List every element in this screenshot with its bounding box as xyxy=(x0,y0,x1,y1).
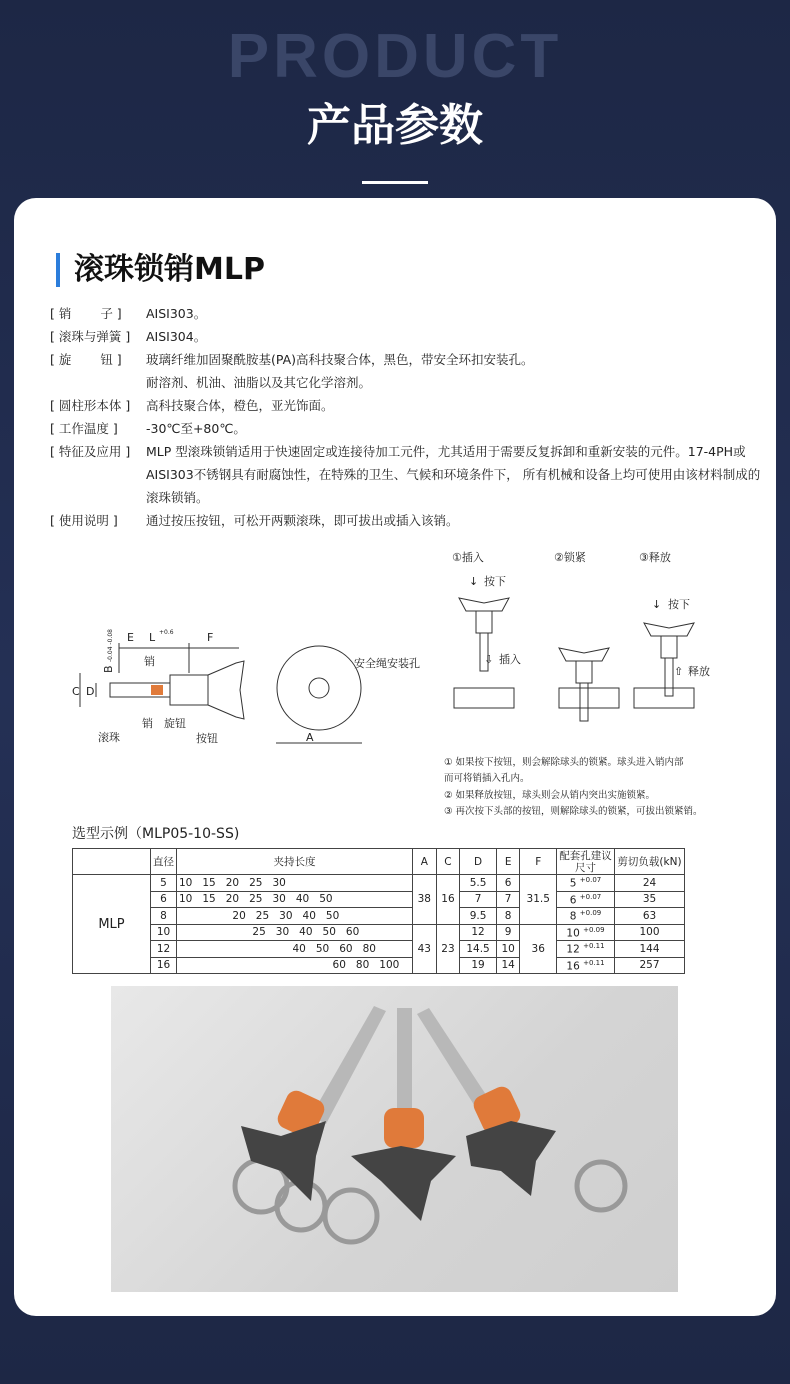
label-press-1: 按下 xyxy=(484,575,506,588)
D-cell: 9.5 xyxy=(460,908,497,925)
header-A: A xyxy=(413,849,437,875)
arrow-down-icon: ↓ xyxy=(469,575,479,588)
label-C: C xyxy=(72,685,80,698)
label-button: 按钮 xyxy=(196,732,218,745)
header-blank xyxy=(73,849,151,875)
table-row xyxy=(73,908,685,925)
load-cell: 35 xyxy=(615,891,685,908)
label-ball: 滚珠 xyxy=(98,731,120,744)
header-hole: 配套孔建议尺寸 xyxy=(557,849,615,875)
label-release: 释放 xyxy=(688,665,710,678)
label-insert: 插入 xyxy=(499,653,521,666)
note-3: ③ 再次按下头部的按钮，则解除球头的锁紧，可拔出锁紧销。 xyxy=(444,806,703,817)
spec-value: -30℃至+80℃。 xyxy=(146,421,246,436)
spec-value: 耐溶剂、机油、油脂以及其它化学溶剂。 xyxy=(146,375,372,390)
header-load: 剪切负载(kN) xyxy=(615,849,685,875)
A-cell: 38 xyxy=(413,875,437,925)
spec-row xyxy=(50,417,766,440)
spec-value: 高科技聚合体，橙色，亚光饰面。 xyxy=(146,398,334,413)
D-cell: 5.5 xyxy=(460,875,497,892)
diameter-cell: 8 xyxy=(151,908,177,925)
diameter-cell: 12 xyxy=(151,941,177,958)
label-L-tol: +0.6 xyxy=(159,629,174,636)
table-row xyxy=(73,891,685,908)
clamp-length-cell: 25 30 40 50 60 xyxy=(177,924,413,941)
A-cell: 43 xyxy=(413,924,437,974)
clamp-length-cell: 10 15 20 25 30 xyxy=(177,875,413,892)
content-card xyxy=(14,198,776,1316)
ball-lock-pins-image xyxy=(111,986,678,1292)
note-1b: 而可将销插入孔内。 xyxy=(444,773,530,784)
E-cell: 6 xyxy=(496,875,520,892)
hole-cell xyxy=(557,924,615,941)
hole-size: 16 xyxy=(566,960,580,972)
C-cell: 16 xyxy=(436,875,460,925)
clamp-length-cell: 20 25 30 40 50 xyxy=(177,908,413,925)
hole-tolerance: +0.09 xyxy=(583,925,605,934)
load-cell: 257 xyxy=(615,957,685,974)
header-clamp-length: 夹持长度 xyxy=(177,849,413,875)
hole-cell xyxy=(557,891,615,908)
hole-cell xyxy=(557,908,615,925)
step-insert: ①插入 xyxy=(452,551,484,564)
hole-size: 12 xyxy=(566,943,580,956)
spec-label: [ 旋 钮 ] xyxy=(50,352,122,367)
label-E: E xyxy=(127,631,134,644)
spec-row xyxy=(50,394,766,417)
clamp-length-cell: 10 15 20 25 30 40 50 xyxy=(177,891,413,908)
table-row xyxy=(73,924,685,941)
load-cell: 144 xyxy=(615,941,685,958)
spec-value: 通过按压按钮，可松开两颗滚珠，即可拔出或插入该销。 xyxy=(146,513,459,528)
clamp-length-cell: 60 80 100 xyxy=(177,957,413,974)
table-row xyxy=(73,941,685,958)
spec-value: 玻璃纤维加固聚酰胺基(PA)高科技聚合体，黑色，带安全环扣安装孔。 xyxy=(146,352,534,367)
D-cell: 12 xyxy=(460,924,497,941)
label-F: F xyxy=(207,631,214,644)
spec-row xyxy=(50,509,766,532)
arrow-down-icon: ⇩ xyxy=(484,653,494,666)
arrow-down-icon: ↓ xyxy=(652,598,662,611)
diameter-cell: 5 xyxy=(151,875,177,892)
note-2: ② 如果释放按钮，球头则会从销内突出实施锁紧。 xyxy=(444,790,656,801)
page-title: 产品参数 xyxy=(307,100,483,151)
hole-size: 8 xyxy=(569,910,577,923)
spec-row xyxy=(50,325,766,348)
hole-size: 5 xyxy=(569,877,577,890)
diameter-cell: 16 xyxy=(151,957,177,974)
table-row xyxy=(73,957,685,974)
hole-tolerance: +0.07 xyxy=(579,892,602,901)
hole-tolerance: +0.07 xyxy=(579,876,602,884)
spec-row xyxy=(50,302,766,325)
spec-value: AISI303。 xyxy=(146,306,207,321)
label-safety-hole: 安全绳安装孔 xyxy=(354,657,420,670)
label-knob: 旋钮 xyxy=(164,717,186,730)
load-cell: 24 xyxy=(615,875,685,892)
load-cell: 63 xyxy=(615,908,685,925)
label-pin-2: 销 xyxy=(142,717,153,730)
spec-value: MLP 型滚珠锁销适用于快速固定或连接待加工元件，尤其适用于需要反复拆卸和重新安装的元件。17-4PH或AISI303不锈钢具有耐腐蚀性，在特殊的卫生、气候和环境条件下， 所有机械和设备上均可使用由该材料制成的滚珠锁销。 xyxy=(146,444,761,505)
spec-label: [ 使用说明 ] xyxy=(50,513,118,528)
diameter-cell: 6 xyxy=(151,891,177,908)
E-cell: 10 xyxy=(496,941,520,958)
table-row xyxy=(73,875,685,892)
E-cell: 9 xyxy=(496,924,520,941)
label-B: B xyxy=(102,665,115,673)
hole-size: 10 xyxy=(566,927,580,939)
header-C: C xyxy=(436,849,460,875)
D-cell: 19 xyxy=(460,957,497,974)
header-diameter: 直径 xyxy=(151,849,177,875)
step-release: ③释放 xyxy=(639,551,671,564)
spec-value: AISI304。 xyxy=(146,329,207,344)
hole-cell xyxy=(557,875,615,892)
hole-tolerance: +0.11 xyxy=(583,958,605,967)
label-pin-1: 销 xyxy=(144,655,155,668)
clamp-length-cell: 40 50 60 80 xyxy=(177,941,413,958)
spec-label: [ 销 子 ] xyxy=(50,306,122,321)
process-sketch-details xyxy=(151,685,163,695)
F-cell: 36 xyxy=(520,924,557,974)
table-header-row xyxy=(73,849,685,875)
title-underline xyxy=(362,181,428,184)
spec-label: [ 滚珠与弹簧 ] xyxy=(50,329,131,344)
label-A: A xyxy=(306,731,314,744)
label-D: D xyxy=(86,685,95,698)
hole-size: 6 xyxy=(569,894,577,906)
spec-list xyxy=(50,302,766,532)
spec-label: [ 特征及应用 ] xyxy=(50,444,131,459)
spec-label xyxy=(50,371,146,394)
spec-label: [ 工作温度 ] xyxy=(50,421,118,436)
product-title: 滚珠锁销MLP xyxy=(56,253,265,287)
hole-tolerance: +0.09 xyxy=(579,909,602,917)
product-photo xyxy=(111,986,678,1292)
hole-tolerance: +0.11 xyxy=(583,942,605,950)
hole-cell xyxy=(557,957,615,974)
header-bg-word: PRODUCT xyxy=(227,22,563,91)
step-lock: ②锁紧 xyxy=(554,551,586,564)
F-cell: 31.5 xyxy=(520,875,557,925)
arrow-up-icon: ⇧ xyxy=(674,665,684,678)
label-press-2: 按下 xyxy=(668,598,690,611)
spec-label: [ 圆柱形本体 ] xyxy=(50,398,131,413)
model-cell: MLP xyxy=(73,875,151,974)
spec-row xyxy=(50,371,766,394)
C-cell: 23 xyxy=(436,924,460,974)
E-cell: 8 xyxy=(496,908,520,925)
E-cell: 7 xyxy=(496,891,520,908)
spec-row xyxy=(50,348,766,371)
spec-table xyxy=(72,848,685,974)
E-cell: 14 xyxy=(496,957,520,974)
load-cell: 100 xyxy=(615,924,685,941)
D-cell: 7 xyxy=(460,891,497,908)
header-E: E xyxy=(496,849,520,875)
header-F: F xyxy=(520,849,557,875)
selection-example: 选型示例（MLP05-10-SS) xyxy=(72,826,240,842)
header-D: D xyxy=(460,849,497,875)
diagram xyxy=(14,543,776,818)
diameter-cell: 10 xyxy=(151,924,177,941)
hole-cell xyxy=(557,941,615,958)
label-L: L xyxy=(149,631,156,644)
D-cell: 14.5 xyxy=(460,941,497,958)
label-B-tol: -0.04 -0.08 xyxy=(107,629,114,662)
note-1: ① 如果按下按钮，则会解除球头的锁紧。球头进入销内部 xyxy=(444,757,684,768)
spec-row xyxy=(50,440,766,509)
